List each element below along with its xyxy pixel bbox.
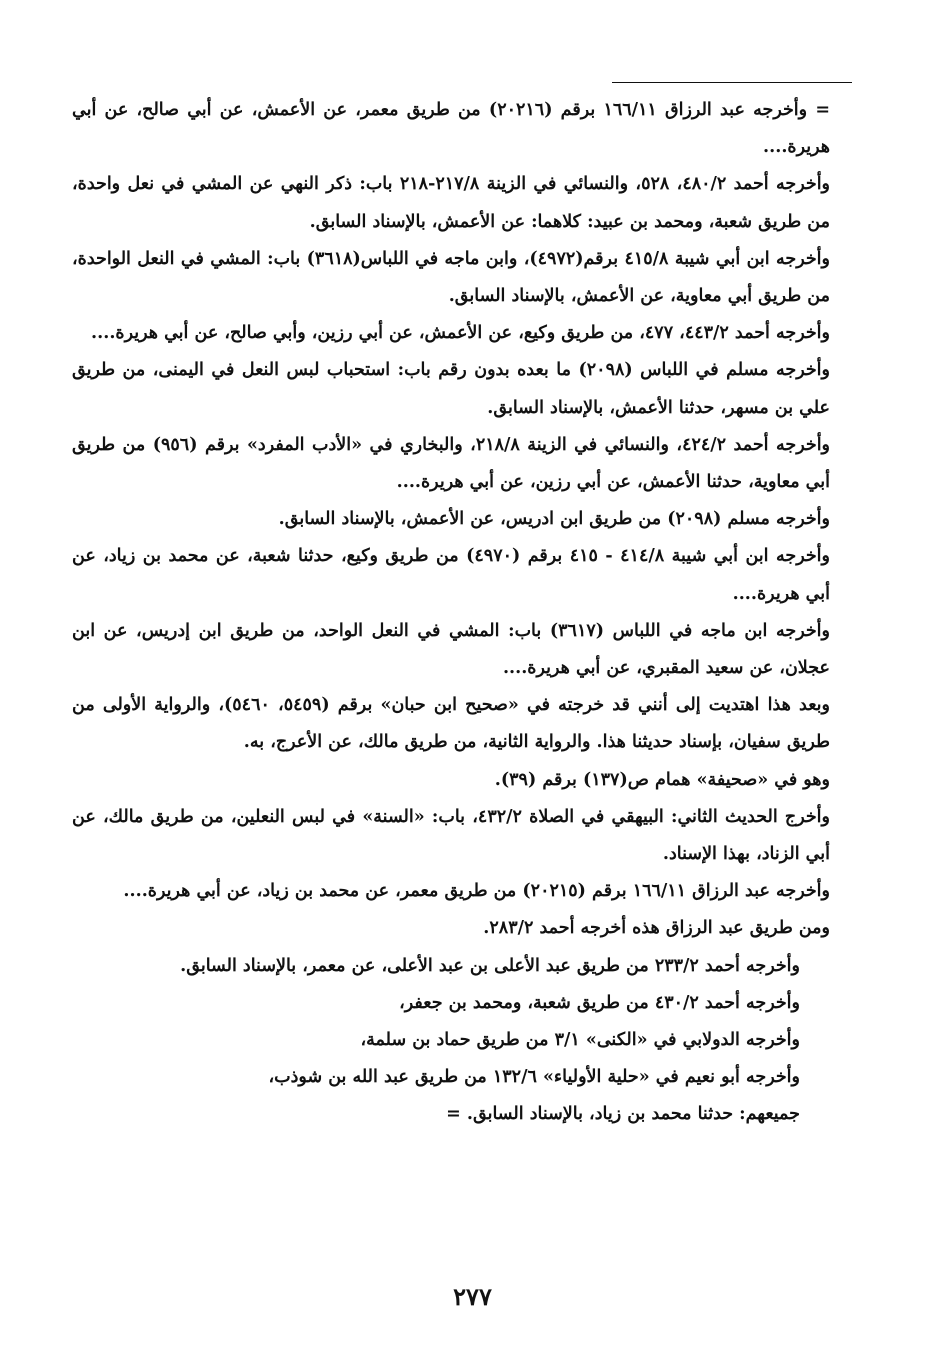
footnote-paragraph: وأخرجه أحمد ٤٨٠/٢، ٥٢٨، والنسائي في الزينة ٢١٧/٨-٢١٨ باب: ذكر النهي عن المشي في نعل واحدة، من طريق شعبة، ومحمد بن عبيد: كلاهما: عن الأعمش، بالإسناد السابق. <box>72 174 831 232</box>
footnote-paragraph: وأخرجه الدولابي في «الكنى» ٣/١ من طريق حماد بن سلمة، <box>360 1030 800 1051</box>
footnote-paragraph: ومن طريق عبد الرزاق هذه أخرجه أحمد ٢٨٣/٢. <box>483 918 830 939</box>
footnote-paragraph: جميعهم: حدثنا محمد بن زياد، بالإسناد السابق. = <box>446 1104 800 1125</box>
footnote-paragraph: وأخرجه أحمد ٤٢٤/٢، والنسائي في الزينة ٢١٨/٨، والبخاري في «الأدب المفرد» برقم (٩٥٦) من طريق أبي معاوية، حدثنا الأعمش، عن أبي رزين، عن أبي هريرة.... <box>72 434 831 493</box>
footnote-paragraph: وأخرج الحديث الثاني: البيهقي في الصلاة ٤٣٢/٢، باب: «السنة» في لبس النعلين، من طريق مالك، عن أبي الزناد، بهذا الإسناد. <box>72 806 830 865</box>
footnote-paragraph: وأخرجه ابن أبي شيبة ٤١٥/٨ برقم(٤٩٧٢)، وابن ماجه في اللباس(٣٦١٨) باب: المشي في النعل الواحدة، من طريق أبي معاوية، عن الأعمش، بالإسناد السابق. <box>72 248 830 307</box>
footnote-paragraph: وأخرجه ابن ماجه في اللباس (٣٦١٧) باب: المشي في النعل الواحد، من طريق ابن إدريس، عن ابن عجلان، عن سعيد المقبري، عن أبي هريرة.... <box>72 620 830 679</box>
footnote-text <box>72 92 850 1134</box>
footnote-paragraph: وأخرجه أبو نعيم في «حلية الأولياء» ١٣٢/٦ من طريق عبد الله بن شوذب، <box>268 1067 800 1088</box>
footnote-paragraph: وأخرجه أحمد ٤٤٣/٢، ٤٧٧، من طريق وكيع، عن الأعمش، عن أبي رزين، وأبي صالح، عن أبي هريرة.... <box>91 323 830 344</box>
footnote-paragraph: وأخرجه أحمد ٤٣٠/٢ من طريق شعبة، ومحمد بن جعفر، <box>399 992 800 1013</box>
footnote-paragraph: وهو في «صحيفة» همام ص(١٣٧) برقم (٣٩). <box>494 769 830 790</box>
footnote-separator-rule <box>612 82 852 83</box>
footnote-paragraph: وأخرجه أحمد ٢٣٣/٢ من طريق عبد الأعلى بن عبد الأعلى، عن معمر، بالإسناد السابق. <box>180 955 800 976</box>
footnote-paragraph: وبعد هذا اهتديت إلى أنني قد خرجته في «صحيح ابن حبان» برقم (٥٤٥٩، ٥٤٦٠)، والرواية الأولى من طريق سفيان، بإسناد حديثنا هذا. والرواية الثانية، من طريق مالك، عن الأعرج، به. <box>72 695 830 753</box>
footnote-paragraph: = وأخرجه عبد الرزاق ١٦٦/١١ برقم (٢٠٢١٦) من طريق معمر، عن الأعمش، عن أبي صالح، عن أبي هريرة.... <box>72 100 830 158</box>
footnote-paragraph: وأخرجه عبد الرزاق ١٦٦/١١ برقم (٢٠٢١٥) من طريق معمر، عن محمد بن زياد، عن أبي هريرة.... <box>123 881 830 902</box>
footnote-paragraph: وأخرجه مسلم (٢٠٩٨) من طريق ابن ادريس، عن الأعمش، بالإسناد السابق. <box>278 509 830 530</box>
footnote-paragraph: وأخرجه ابن أبي شيبة ٤١٤/٨ - ٤١٥ برقم (٤٩٧٠) من طريق وكيع، حدثنا شعبة، عن محمد بن زياد، عن أبي هريرة.... <box>72 546 830 604</box>
page-number: ٢٧٧ <box>453 1282 492 1311</box>
footnote-paragraph: وأخرجه مسلم في اللباس (٢٠٩٨) ما بعده بدون رقم باب: استحباب لبس النعل في اليمنى، من طريق علي بن مسهر، حدثنا الأعمش، بالإسناد السابق. <box>72 360 831 418</box>
